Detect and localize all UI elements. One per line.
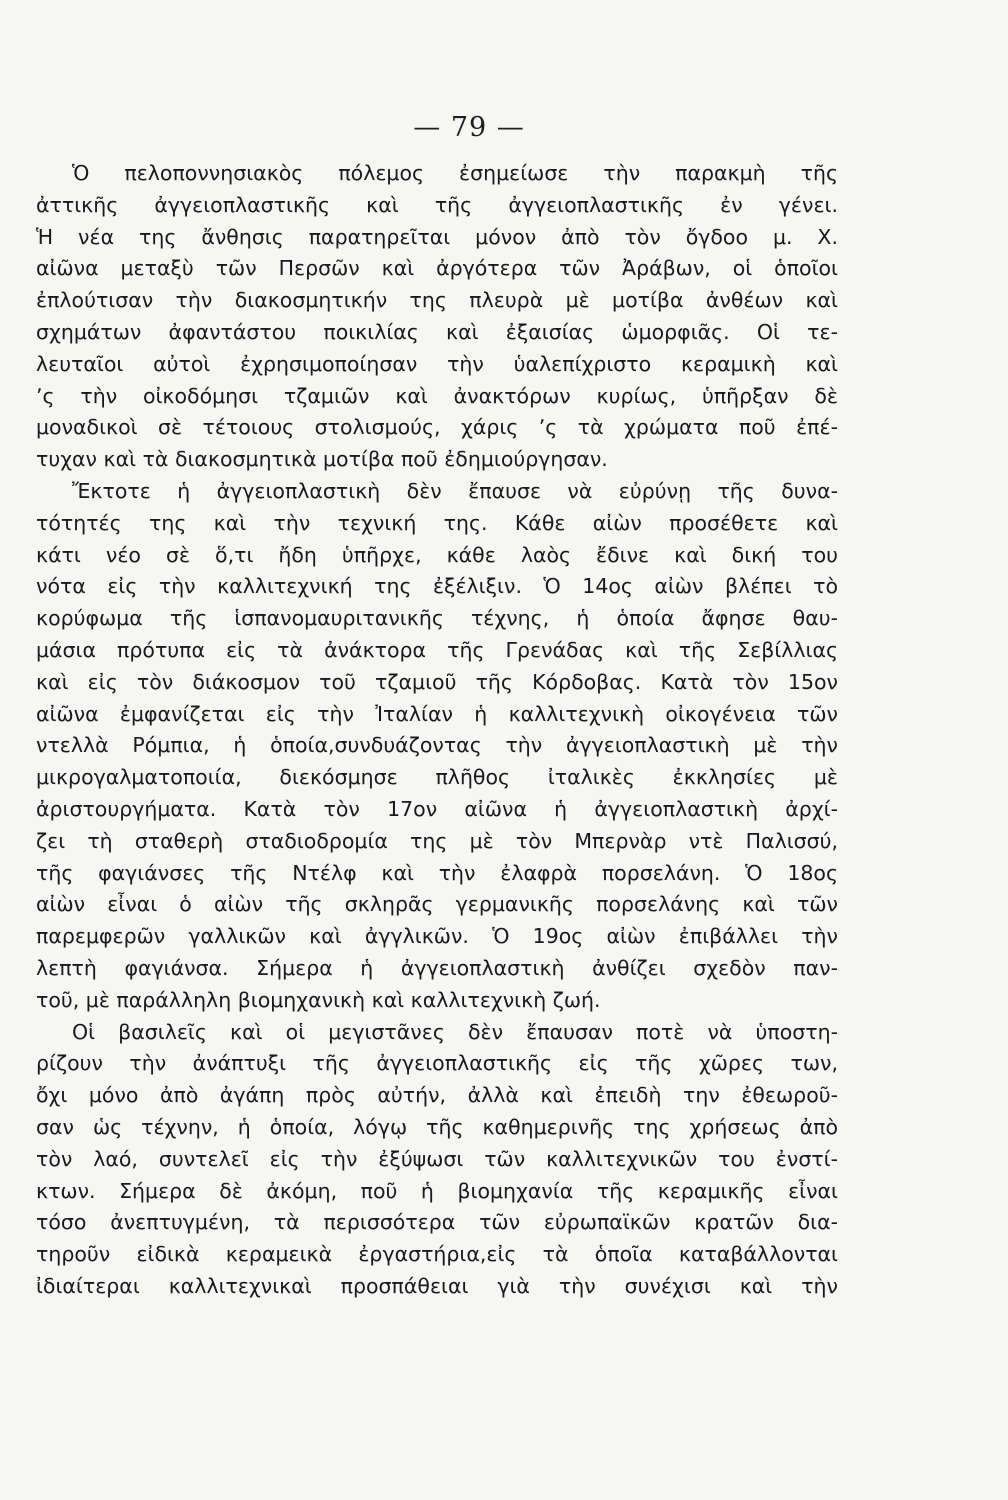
text-line: κτων. Σήμερα δὲ ἀκόμη, ποῦ ἡ βιομηχανία τῆς κεραμικῆς εἶναι xyxy=(36,1178,838,1203)
text-line: τὸν λαό, συντελεῖ εἰς τὴν ἐξύψωσι τῶν καλλιτεχνικῶν του ἐνστί- xyxy=(36,1146,838,1171)
text-line: ρίζουν τὴν ἀνάπτυξι τῆς ἀγγειοπλαστικῆς εἰς τῆς χῶρες των, xyxy=(36,1051,838,1076)
text-line: τοῦ, μὲ παράλληλη βιομηχανικὴ καὶ καλλιτεχνικὴ ζωή. xyxy=(36,987,601,1012)
body-text xyxy=(36,158,838,1303)
text-line: ζει τὴ σταθερὴ σταδιοδρομία της μὲ τὸν Μπερνὰρ ντὲ Παλισσύ, xyxy=(36,828,838,853)
text-line: αἰῶνα ἐμφανίζεται εἰς τὴν Ἰταλίαν ἡ καλλιτεχνικὴ οἰκογένεια τῶν xyxy=(36,701,838,726)
text-line: Ἡ νέα της ἄνθησις παρατηρεῖται μόνον ἀπὸ τὸν ὄγδοο μ. Χ. xyxy=(36,224,838,249)
text-line: λευταῖοι αὐτοὶ ἐχρησιμοποίησαν τὴν ὑαλεπίχριστο κεραμικὴ καὶ xyxy=(36,351,838,376)
text-line: κορύφωμα τῆς ἱσπανομαυριτανικῆς τέχνης, ἡ ὁποία ἄφησε θαυ- xyxy=(36,606,838,631)
text-line: ἀριστουργήματα. Κατὰ τὸν 17ον αἰῶνα ἡ ἀγγειοπλαστικὴ ἀρχί- xyxy=(36,796,838,821)
text-line: τηροῦν εἰδικὰ κεραμεικὰ ἐργαστήρια,εἰς τὰ ὁποῖα καταβάλλονται xyxy=(36,1242,838,1267)
text-line: ἀττικῆς ἀγγειοπλαστικῆς καὶ τῆς ἀγγειοπλαστικῆς ἐν γένει. xyxy=(36,192,838,217)
text-line: Ἔκτοτε ἡ ἀγγειοπλαστικὴ δὲν ἔπαυσε νὰ εὐρύνῃ τῆς δυνα- xyxy=(72,478,838,503)
text-line: μικρογαλματοποιία, διεκόσμησε πλῆθος ἰταλικὲς ἐκκλησίες μὲ xyxy=(36,765,838,790)
text-line: κάτι νέο σὲ ὅ,τι ἤδη ὑπῆρχε, κάθε λαὸς ἔδινε καὶ δική του xyxy=(36,542,838,567)
text-line: λεπτὴ φαγιάνσα. Σήμερα ἡ ἀγγειοπλαστικὴ ἀνθίζει σχεδὸν παν- xyxy=(36,955,838,980)
text-line: παρεμφερῶν γαλλικῶν καὶ ἀγγλικῶν. Ὁ 19ος αἰὼν ἐπιβάλλει τὴν xyxy=(36,924,838,949)
text-line: Οἱ βασιλεῖς καὶ οἱ μεγιστᾶνες δὲν ἔπαυσαν ποτὲ νὰ ὑποστη- xyxy=(72,1019,838,1044)
text-line: Ὁ πελοποννησιακὸς πόλεμος ἐσημείωσε τὴν παρακμὴ τῆς xyxy=(72,161,838,185)
text-line: τυχαν καὶ τὰ διακοσμητικὰ μοτίβα ποῦ ἐδημιούργησαν. xyxy=(36,447,608,472)
text-line: τόσο ἀνεπτυγμένη, τὰ περισσότερα τῶν εὐρωπαϊκῶν κρατῶν δια- xyxy=(36,1210,838,1235)
text-line: σχημάτων ἀφαντάστου ποικιλίας καὶ ἐξαισίας ὡμορφιᾶς. Οἱ τε- xyxy=(36,319,838,344)
text-line: ντελλὰ Ρόμπια, ἡ ὁποία,συνδυάζοντας τὴν ἀγγειοπλαστικὴ μὲ τὴν xyxy=(36,733,838,758)
text-line: ὄχι μόνο ἀπὸ ἀγάπη πρὸς αὐτήν, ἀλλὰ καὶ ἐπειδὴ την ἐθεωροῦ- xyxy=(36,1083,838,1108)
page-number: — 79 — xyxy=(413,112,525,143)
text-line: σαν ὡς τέχνην, ἡ ὁποία, λόγῳ τῆς καθημερινῆς της χρήσεως ἀπὸ xyxy=(36,1114,838,1139)
text-line: ʼς τὴν οἰκοδόμησι τζαμιῶν καὶ ἀνακτόρων κυρίως, ὑπῆρξαν δὲ xyxy=(36,383,838,408)
text-line: ἰδιαίτεραι καλλιτεχνικαὶ προσπάθειαι γιὰ τὴν συνέχισι καὶ τὴν xyxy=(36,1273,838,1298)
text-line: μοναδικοὶ σὲ τέτοιους στολισμούς, χάρις ʼς τὰ χρώματα ποῦ ἐπέ- xyxy=(36,415,838,440)
text-line: μάσια πρότυπα εἰς τὰ ἀνάκτορα τῆς Γρενάδας καὶ τῆς Σεβίλλιας xyxy=(36,637,838,662)
text-line: καὶ εἰς τὸν διάκοσμον τοῦ τζαμιοῦ τῆς Κόρδοβας. Κατὰ τὸν 15ον xyxy=(36,669,838,694)
text-line: τότητές της καὶ τὴν τεχνική της. Κάθε αἰὼν προσέθετε καὶ xyxy=(36,510,838,535)
text-line: ἐπλούτισαν τὴν διακοσμητικήν της πλευρὰ μὲ μοτίβα ἀνθέων καὶ xyxy=(36,288,838,313)
text-line: αἰὼν εἶναι ὁ αἰὼν τῆς σκληρᾶς γερμανικῆς πορσελάνης καὶ τῶν xyxy=(36,892,838,917)
text-line: νότα εἰς τὴν καλλιτεχνική της ἐξέλιξιν. Ὁ 14ος αἰὼν βλέπει τὸ xyxy=(36,574,838,599)
text-line: τῆς φαγιάνσες τῆς Ντέλφ καὶ τὴν ἐλαφρὰ πορσελάνη. Ὁ 18ος xyxy=(36,860,838,885)
text-line: αἰῶνα μεταξὺ τῶν Περσῶν καὶ ἀργότερα τῶν Ἀράβων, οἱ ὁποῖοι xyxy=(36,256,838,281)
